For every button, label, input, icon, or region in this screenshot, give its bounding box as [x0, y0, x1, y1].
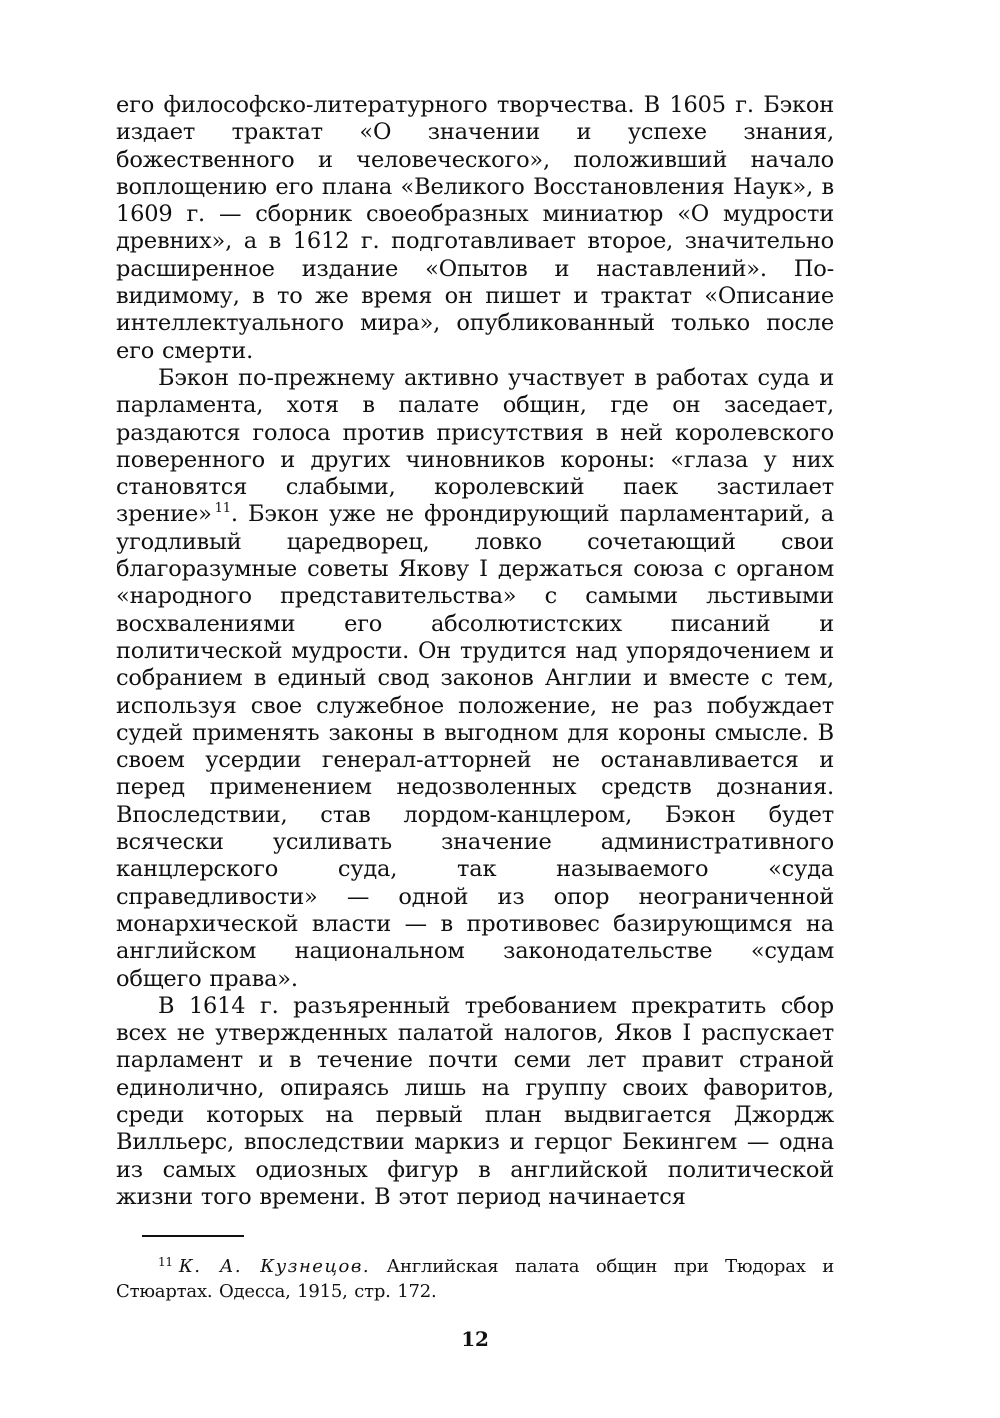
- paragraph-2-text-before: Бэкон по-прежнему активно участвует в работах суда и парламента, хотя в палате общин, где он заседает, раздаются голоса против присутствия в ней королевского поверенного и других чиновников короны: «глаза у них становятся слабыми, королевский паек застилает зрение»: [116, 364, 834, 528]
- footnote-author: К. А. Кузнецов.: [178, 1256, 371, 1278]
- footnote-separator: [142, 1235, 244, 1237]
- book-page: [116, 92, 834, 1353]
- paragraph-2: [116, 365, 834, 993]
- footnote-reference: 11: [214, 501, 231, 517]
- footnote-text: Английская палата общин при Тюдорах и Стюартах. Одесса, 1915, стр. 172.: [116, 1256, 835, 1303]
- paragraph-1: его философско-литературного творчества. В 1605 г. Бэкон издает трактат «О значении и успехе знания, божественного и человеческого», положивший начало воплощению его плана «Великого Восстановления Наук», в 1609 г. — сборник своеобразных миниатюр «О мудрости древних», а в 1612 г. подготавливает второе, значительно расширенное издание «Опытов и наставлений». По-видимому, в то же время он пишет и трактат «Описание интеллектуального мира», опубликованный только после его смерти.: [116, 92, 834, 364]
- footnote: [116, 1254, 834, 1304]
- paragraph-3: В 1614 г. разъяренный требованием прекратить сбор всех не утвержденных палатой налогов, Яков I распускает парламент и в течение почти семи лет правит страной единолично, опираясь лишь на группу своих фаворитов, среди которых на первый план выдвигается Джордж Вилльерс, впоследствии маркиз и герцог Бекингем — одна из самых одиозных фигур в английской политической жизни того времени. В этот период начинается: [116, 992, 834, 1210]
- footnote-number: 11: [158, 1255, 173, 1270]
- page-number: 12: [461, 1327, 489, 1352]
- paragraph-2-text-after: . Бэкон уже не фрондирующий парламентарий, а угодливый царедворец, ловко сочетающий свои благоразумные советы Якову I держаться союза с органом «народного представительства» с самыми льстивыми восхвалениями его абсолютистских писаний и политической мудрости. Он трудится над упорядочением и собранием в единый свод законов Англии и вместе с тем, используя свое служебное положение, не раз побуждает судей применять законы в выгодном для короны смысле. В своем усердии генерал-атторней не останавливается и перед применением недозволенных средств дознания. Впоследствии, став лордом-канцлером, Бэкон будет всячески усиливать значение административного канцлерского суда, так называемого «суда справедливости» — одной из опор неограниченной монархической власти — в противовес базирующимся на английском национальном законодательстве «судам общего права».: [116, 501, 834, 992]
